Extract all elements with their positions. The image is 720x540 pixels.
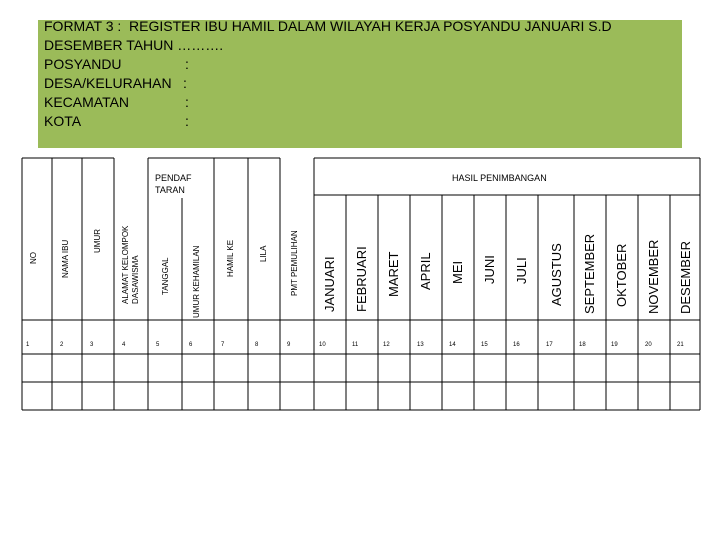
col-header-november: NOVEMBER	[646, 239, 661, 314]
col-header-no: NO	[29, 252, 38, 264]
col-number-17: 17	[546, 342, 553, 348]
kota-label: KOTA	[44, 113, 82, 129]
col-header-lila: LILA	[259, 245, 268, 262]
col-number-1: 1	[26, 342, 30, 348]
col-header-umur-kehamilan: UMUR KEHAMILAN	[192, 245, 201, 318]
col-number-20: 20	[645, 342, 652, 348]
col-number-9: 9	[287, 342, 291, 348]
col-number-12: 12	[383, 342, 390, 348]
hasil-penimbangan-header: HASIL PENIMBANGAN	[452, 173, 547, 183]
col-header-alamat-kelompok-dasawisma: ALAMAT KELOMPOK DASAWISMA	[121, 225, 140, 304]
kota-separator: :	[185, 113, 189, 129]
col-number-11: 11	[352, 342, 359, 348]
kecamatan-separator: :	[185, 94, 189, 110]
col-header-januari: JANUARI	[322, 256, 337, 312]
desa-kelurahan-separator: :	[183, 75, 187, 91]
col-header-september: SEPTEMBER	[582, 233, 597, 314]
pendaftaran-header-line-2: TARAN	[155, 185, 185, 195]
col-number-7: 7	[221, 342, 225, 348]
col-header-umur: UMUR	[93, 229, 102, 253]
col-header-maret: MARET	[386, 251, 401, 297]
col-header-agustus: AGUSTUS	[549, 243, 564, 306]
col-header-juli: JULI	[514, 257, 529, 284]
col-header-juni: JUNI	[482, 255, 497, 284]
col-number-21: 21	[677, 342, 684, 348]
desa-kelurahan-label: DESA/KELURAHAN	[44, 75, 172, 91]
col-header-februari: FEBRUARI	[354, 246, 369, 312]
col-header-april: APRIL	[418, 252, 433, 290]
col-number-3: 3	[90, 342, 94, 348]
posyandu-label: POSYANDU	[44, 56, 122, 72]
col-header-tanggal: TANGGAL	[161, 257, 170, 295]
col-header-desember: DESEMBER	[678, 241, 693, 314]
col-number-10: 10	[319, 342, 326, 348]
col-number-2: 2	[60, 342, 64, 348]
posyandu-separator: :	[185, 56, 189, 72]
col-number-15: 15	[481, 342, 488, 348]
col-header-oktober: OKTOBER	[614, 243, 629, 307]
pendaftaran-header-line-1: PENDAF	[155, 173, 192, 183]
col-number-14: 14	[449, 342, 456, 348]
col-number-18: 18	[579, 342, 586, 348]
report-title-line-2: DESEMBER TAHUN ……….	[44, 37, 224, 53]
col-number-4: 4	[122, 342, 126, 348]
col-header-nama-ibu: NAMA IBU	[61, 239, 70, 278]
col-header-pmt-pemulihan: PMT PEMULIHAN	[290, 230, 299, 296]
col-number-5: 5	[156, 342, 160, 348]
col-header-hamil-ke: HAMIL KE	[226, 239, 235, 277]
col-number-13: 13	[417, 342, 424, 348]
col-number-6: 6	[189, 342, 193, 348]
col-number-19: 19	[611, 342, 618, 348]
col-header-mei: MEI	[450, 260, 465, 284]
col-number-8: 8	[255, 342, 259, 348]
col-number-16: 16	[513, 342, 520, 348]
report-title-line-1: FORMAT 3 : REGISTER IBU HAMIL DALAM WILAYAH KERJA POSYANDU JANUARI S.D	[44, 18, 612, 34]
kecamatan-label: KECAMATAN	[44, 94, 130, 110]
